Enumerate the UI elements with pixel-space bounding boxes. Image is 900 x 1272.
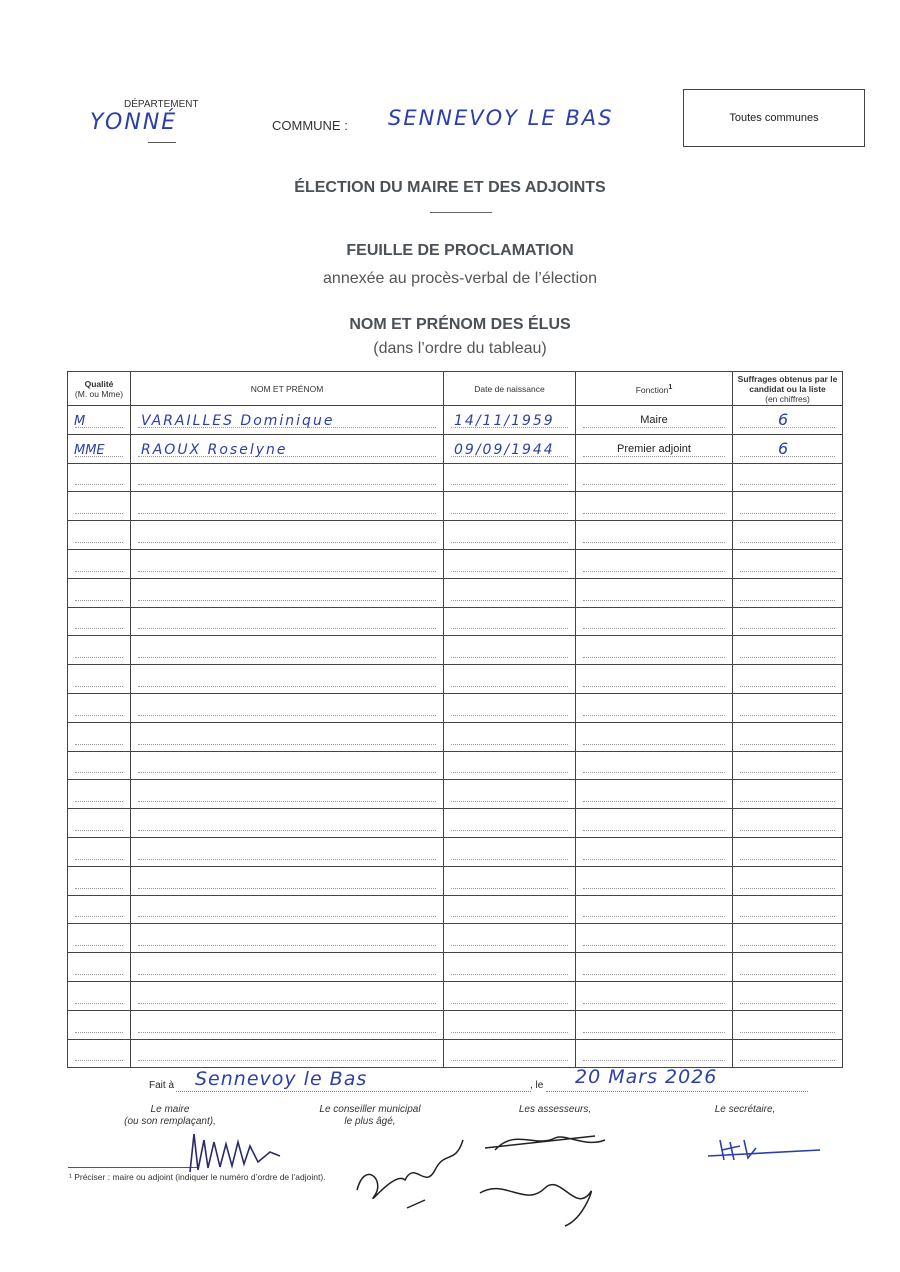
dotted-line xyxy=(451,513,568,514)
dotted-line xyxy=(583,974,725,975)
dotted-line xyxy=(740,830,835,831)
dotted-line xyxy=(740,1032,835,1033)
dotted-line xyxy=(138,974,436,975)
cell-nom xyxy=(131,693,444,722)
dotted-line xyxy=(75,1060,123,1061)
cell-qualite xyxy=(68,693,131,722)
dotted-line xyxy=(740,916,835,917)
table-row xyxy=(68,895,843,924)
table-row xyxy=(68,1010,843,1039)
cell-qualite xyxy=(68,809,131,838)
table-header-row xyxy=(68,372,843,406)
le-dots xyxy=(546,1091,808,1092)
cell-date xyxy=(444,866,576,895)
table-row xyxy=(68,521,843,550)
dotted-line xyxy=(451,945,568,946)
dotted-line xyxy=(138,772,436,773)
dotted-line xyxy=(138,888,436,889)
cell-qualite xyxy=(68,607,131,636)
dotted-line xyxy=(740,715,835,716)
dotted-line xyxy=(583,744,725,745)
table-row xyxy=(68,981,843,1010)
cell-fonction xyxy=(576,866,733,895)
cell-fonction xyxy=(576,895,733,924)
signature-conseiller xyxy=(345,1120,475,1210)
dotted-line xyxy=(583,830,725,831)
cell-suffrages xyxy=(733,837,843,866)
dotted-line xyxy=(583,513,725,514)
dotted-line xyxy=(138,484,436,485)
dotted-line xyxy=(75,571,123,572)
cell-qualite xyxy=(68,578,131,607)
dotted-line xyxy=(451,484,568,485)
dotted-line xyxy=(583,859,725,860)
dotted-line xyxy=(451,600,568,601)
dotted-line xyxy=(75,1003,123,1004)
cell-qualite xyxy=(68,780,131,809)
cell-date xyxy=(444,809,576,838)
cell-fonction xyxy=(576,981,733,1010)
cell-date xyxy=(444,549,576,578)
table-row xyxy=(68,578,843,607)
dotted-line xyxy=(75,715,123,716)
dotted-line xyxy=(740,859,835,860)
sig-label-maire: Le maire (ou son remplaçant), xyxy=(124,1104,216,1127)
cell-nom xyxy=(131,895,444,924)
cell-date xyxy=(444,1039,576,1068)
dotted-line xyxy=(740,513,835,514)
cell-fonction xyxy=(576,924,733,953)
dotted-line xyxy=(138,686,436,687)
dotted-line xyxy=(138,1060,436,1061)
fait-dots xyxy=(176,1091,531,1092)
cell-suffrages xyxy=(733,406,843,435)
dotted-line xyxy=(451,628,568,629)
dotted-line xyxy=(138,628,436,629)
cell-date xyxy=(444,1010,576,1039)
cell-suffrages xyxy=(733,665,843,694)
dotted-line xyxy=(583,801,725,802)
page-title: ÉLECTION DU MAIRE ET DES ADJOINTS xyxy=(294,179,606,196)
table-row xyxy=(68,549,843,578)
table-row xyxy=(68,866,843,895)
cell-value-date: 09/09/1944 xyxy=(454,441,555,458)
sig-label-assesseurs: Les assesseurs, xyxy=(518,1104,592,1115)
cell-fonction xyxy=(576,578,733,607)
cell-value-nom: VARAILLES Dominique xyxy=(141,412,335,429)
dotted-line xyxy=(583,715,725,716)
cell-qualite xyxy=(68,924,131,953)
footnote: ¹ Préciser : maire ou adjoint (indiquer le numéro d’ordre de l’adjoint). xyxy=(69,1172,326,1182)
cell-nom xyxy=(131,521,444,550)
cell-nom xyxy=(131,924,444,953)
dotted-line xyxy=(740,657,835,658)
dotted-line xyxy=(583,657,725,658)
cell-nom xyxy=(131,981,444,1010)
table-row xyxy=(68,434,843,463)
cell-date xyxy=(444,722,576,751)
dotted-line xyxy=(451,686,568,687)
cell-nom xyxy=(131,953,444,982)
dotted-line xyxy=(740,484,835,485)
elected-table xyxy=(67,371,843,1068)
table-row xyxy=(68,693,843,722)
cell-date xyxy=(444,953,576,982)
cell-suffrages xyxy=(733,924,843,953)
cell-suffrages xyxy=(733,895,843,924)
dotted-line xyxy=(583,600,725,601)
dotted-line xyxy=(451,830,568,831)
cell-suffrages xyxy=(733,1039,843,1068)
table-row xyxy=(68,722,843,751)
cell-fonction xyxy=(576,492,733,521)
sheet-subtitle: annexée au procès-verbal de l’élection xyxy=(323,270,597,287)
elected-title: NOM ET PRÉNOM DES ÉLUS xyxy=(349,316,571,333)
table-row xyxy=(68,780,843,809)
fait-label: Fait à xyxy=(149,1080,175,1091)
cell-qualite xyxy=(68,492,131,521)
commune-type-label: Toutes communes xyxy=(729,112,819,124)
cell-date xyxy=(444,636,576,665)
cell-date xyxy=(444,406,576,435)
signature-secretaire xyxy=(700,1130,830,1170)
dotted-line xyxy=(75,945,123,946)
cell-date xyxy=(444,924,576,953)
department-value: YONNÉ xyxy=(90,110,178,135)
cell-qualite xyxy=(68,521,131,550)
cell-nom xyxy=(131,665,444,694)
header-fonction: Fonction$^1$ xyxy=(576,372,733,406)
dotted-line xyxy=(583,427,725,428)
cell-nom xyxy=(131,406,444,435)
cell-suffrages xyxy=(733,751,843,780)
dotted-line xyxy=(583,571,725,572)
cell-suffrages xyxy=(733,549,843,578)
dotted-line xyxy=(740,1060,835,1061)
dotted-line xyxy=(75,1032,123,1033)
fait-value: Sennevoy le Bas xyxy=(195,1068,368,1090)
footnote-rule xyxy=(68,1167,198,1168)
cell-fonction xyxy=(576,722,733,751)
cell-value-nom: RAOUX Roselyne xyxy=(141,441,288,458)
cell-fonction xyxy=(576,549,733,578)
dotted-line xyxy=(75,801,123,802)
dotted-line xyxy=(740,686,835,687)
table-row xyxy=(68,406,843,435)
cell-suffrages xyxy=(733,636,843,665)
cell-nom xyxy=(131,1039,444,1068)
dotted-line xyxy=(740,1003,835,1004)
dotted-line xyxy=(451,1060,568,1061)
dotted-line xyxy=(138,801,436,802)
cell-fonction xyxy=(576,780,733,809)
cell-value-date: 14/11/1959 xyxy=(454,412,555,429)
cell-suffrages xyxy=(733,780,843,809)
cell-suffrages xyxy=(733,492,843,521)
cell-fonction xyxy=(576,463,733,492)
cell-value-suffrages: 6 xyxy=(778,409,791,429)
header-suffrages: Suffrages obtenus par le candidat ou la liste (en chiffres) xyxy=(733,372,843,406)
dotted-line xyxy=(451,801,568,802)
dotted-line xyxy=(451,715,568,716)
cell-suffrages xyxy=(733,521,843,550)
cell-suffrages xyxy=(733,693,843,722)
cell-suffrages xyxy=(733,463,843,492)
dotted-line xyxy=(138,657,436,658)
dotted-line xyxy=(740,542,835,543)
dotted-line xyxy=(583,456,725,457)
dotted-line xyxy=(451,888,568,889)
cell-nom xyxy=(131,636,444,665)
dotted-line xyxy=(451,916,568,917)
dotted-line xyxy=(138,715,436,716)
dotted-line xyxy=(583,1032,725,1033)
sig-label-conseiller: Le conseiller municipal le plus âgé, xyxy=(319,1104,421,1127)
header-qualite: Qualité (M. ou Mme) xyxy=(68,372,131,406)
sheet-title: FEUILLE DE PROCLAMATION xyxy=(346,242,574,259)
cell-date xyxy=(444,837,576,866)
dotted-line xyxy=(740,888,835,889)
cell-date xyxy=(444,981,576,1010)
cell-suffrages xyxy=(733,578,843,607)
dotted-line xyxy=(75,542,123,543)
dotted-line xyxy=(75,888,123,889)
cell-qualite xyxy=(68,1039,131,1068)
dotted-line xyxy=(583,945,725,946)
dotted-line xyxy=(451,657,568,658)
cell-date xyxy=(444,665,576,694)
dotted-line xyxy=(138,859,436,860)
dotted-line xyxy=(740,772,835,773)
dotted-line xyxy=(740,571,835,572)
le-value: 20 Mars 2026 xyxy=(575,1066,718,1088)
table-row xyxy=(68,607,843,636)
table-row xyxy=(68,492,843,521)
dotted-line xyxy=(740,600,835,601)
cell-date xyxy=(444,463,576,492)
table-row xyxy=(68,953,843,982)
dotted-line xyxy=(583,542,725,543)
cell-qualite xyxy=(68,953,131,982)
dotted-line xyxy=(740,744,835,745)
department-underline xyxy=(148,142,176,143)
dotted-line xyxy=(138,1032,436,1033)
cell-date xyxy=(444,607,576,636)
cell-qualite xyxy=(68,434,131,463)
dotted-line xyxy=(138,571,436,572)
dotted-line xyxy=(138,600,436,601)
cell-fonction xyxy=(576,693,733,722)
cell-nom xyxy=(131,607,444,636)
cell-suffrages xyxy=(733,953,843,982)
cell-nom xyxy=(131,780,444,809)
cell-value-suffrages: 6 xyxy=(778,438,791,458)
cell-fonction xyxy=(576,434,733,463)
cell-fonction xyxy=(576,751,733,780)
le-label: , le xyxy=(530,1080,544,1091)
dotted-line xyxy=(75,686,123,687)
cell-suffrages xyxy=(733,981,843,1010)
dotted-line xyxy=(75,744,123,745)
cell-fonction xyxy=(576,1039,733,1068)
dotted-line xyxy=(583,1003,725,1004)
dotted-line xyxy=(740,801,835,802)
cell-fonction xyxy=(576,636,733,665)
dotted-line xyxy=(740,628,835,629)
table-row xyxy=(68,636,843,665)
dotted-line xyxy=(451,571,568,572)
cell-nom xyxy=(131,866,444,895)
dotted-line xyxy=(138,542,436,543)
dotted-line xyxy=(451,1032,568,1033)
cell-value-fonction: Premier adjoint xyxy=(617,442,691,455)
cell-fonction xyxy=(576,607,733,636)
dotted-line xyxy=(583,628,725,629)
dotted-line xyxy=(451,542,568,543)
cell-suffrages xyxy=(733,809,843,838)
cell-date xyxy=(444,521,576,550)
cell-date xyxy=(444,434,576,463)
dotted-line xyxy=(583,888,725,889)
cell-qualite xyxy=(68,636,131,665)
table-row xyxy=(68,809,843,838)
cell-fonction xyxy=(576,665,733,694)
cell-date xyxy=(444,895,576,924)
cell-suffrages xyxy=(733,434,843,463)
cell-nom xyxy=(131,722,444,751)
dotted-line xyxy=(75,916,123,917)
cell-suffrages xyxy=(733,866,843,895)
cell-qualite xyxy=(68,981,131,1010)
dotted-line xyxy=(138,513,436,514)
department-label: DÉPARTEMENT xyxy=(124,99,199,110)
dotted-line xyxy=(75,830,123,831)
cell-date xyxy=(444,578,576,607)
table-row xyxy=(68,924,843,953)
cell-qualite xyxy=(68,463,131,492)
cell-value-qualite: MME xyxy=(74,442,105,458)
dotted-line xyxy=(75,974,123,975)
cell-nom xyxy=(131,463,444,492)
dotted-line xyxy=(75,772,123,773)
cell-nom xyxy=(131,1010,444,1039)
cell-fonction xyxy=(576,809,733,838)
cell-nom xyxy=(131,578,444,607)
cell-value-fonction: Maire xyxy=(640,413,668,426)
cell-nom xyxy=(131,751,444,780)
cell-date xyxy=(444,693,576,722)
dotted-line xyxy=(583,772,725,773)
cell-fonction xyxy=(576,953,733,982)
signature-maire xyxy=(180,1122,300,1182)
cell-qualite xyxy=(68,751,131,780)
sig-label-secretaire: Le secrétaire, xyxy=(714,1104,776,1115)
dotted-line xyxy=(583,1060,725,1061)
cell-suffrages xyxy=(733,722,843,751)
dotted-line xyxy=(451,744,568,745)
cell-qualite xyxy=(68,665,131,694)
title-divider xyxy=(430,212,492,213)
table-row xyxy=(68,751,843,780)
header-nom: NOM ET PRÉNOM xyxy=(131,372,444,406)
cell-qualite xyxy=(68,837,131,866)
dotted-line xyxy=(451,772,568,773)
table-row xyxy=(68,837,843,866)
table-row xyxy=(68,463,843,492)
dotted-line xyxy=(75,859,123,860)
cell-qualite xyxy=(68,406,131,435)
dotted-line xyxy=(138,744,436,745)
dotted-line xyxy=(583,484,725,485)
dotted-line xyxy=(75,484,123,485)
dotted-line xyxy=(740,974,835,975)
cell-nom xyxy=(131,549,444,578)
header-date: Date de naissance xyxy=(444,372,576,406)
cell-date xyxy=(444,492,576,521)
dotted-line xyxy=(138,830,436,831)
cell-nom xyxy=(131,434,444,463)
cell-fonction xyxy=(576,1010,733,1039)
dotted-line xyxy=(583,916,725,917)
cell-suffrages xyxy=(733,1010,843,1039)
dotted-line xyxy=(138,916,436,917)
table-row xyxy=(68,1039,843,1068)
dotted-line xyxy=(451,974,568,975)
dotted-line xyxy=(451,1003,568,1004)
dotted-line xyxy=(75,600,123,601)
cell-qualite xyxy=(68,866,131,895)
cell-qualite xyxy=(68,895,131,924)
cell-fonction xyxy=(576,521,733,550)
cell-fonction xyxy=(576,837,733,866)
dotted-line xyxy=(75,657,123,658)
dotted-line xyxy=(138,1003,436,1004)
dotted-line xyxy=(75,628,123,629)
cell-nom xyxy=(131,837,444,866)
cell-qualite xyxy=(68,1010,131,1039)
table-row xyxy=(68,665,843,694)
cell-suffrages xyxy=(733,607,843,636)
commune-label: COMMUNE : xyxy=(272,118,348,133)
dotted-line xyxy=(740,945,835,946)
commune-type-box xyxy=(683,89,865,147)
dotted-line xyxy=(138,945,436,946)
elected-subtitle: (dans l’ordre du tableau) xyxy=(373,340,547,357)
cell-nom xyxy=(131,492,444,521)
signature-assesseurs xyxy=(465,1118,615,1238)
cell-value-qualite: M xyxy=(74,413,86,429)
dotted-line xyxy=(451,859,568,860)
cell-qualite xyxy=(68,722,131,751)
cell-date xyxy=(444,780,576,809)
dotted-line xyxy=(583,686,725,687)
cell-qualite xyxy=(68,549,131,578)
cell-date xyxy=(444,751,576,780)
dotted-line xyxy=(75,513,123,514)
cell-fonction xyxy=(576,406,733,435)
commune-value: SENNEVOY LE BAS xyxy=(388,106,614,130)
cell-nom xyxy=(131,809,444,838)
